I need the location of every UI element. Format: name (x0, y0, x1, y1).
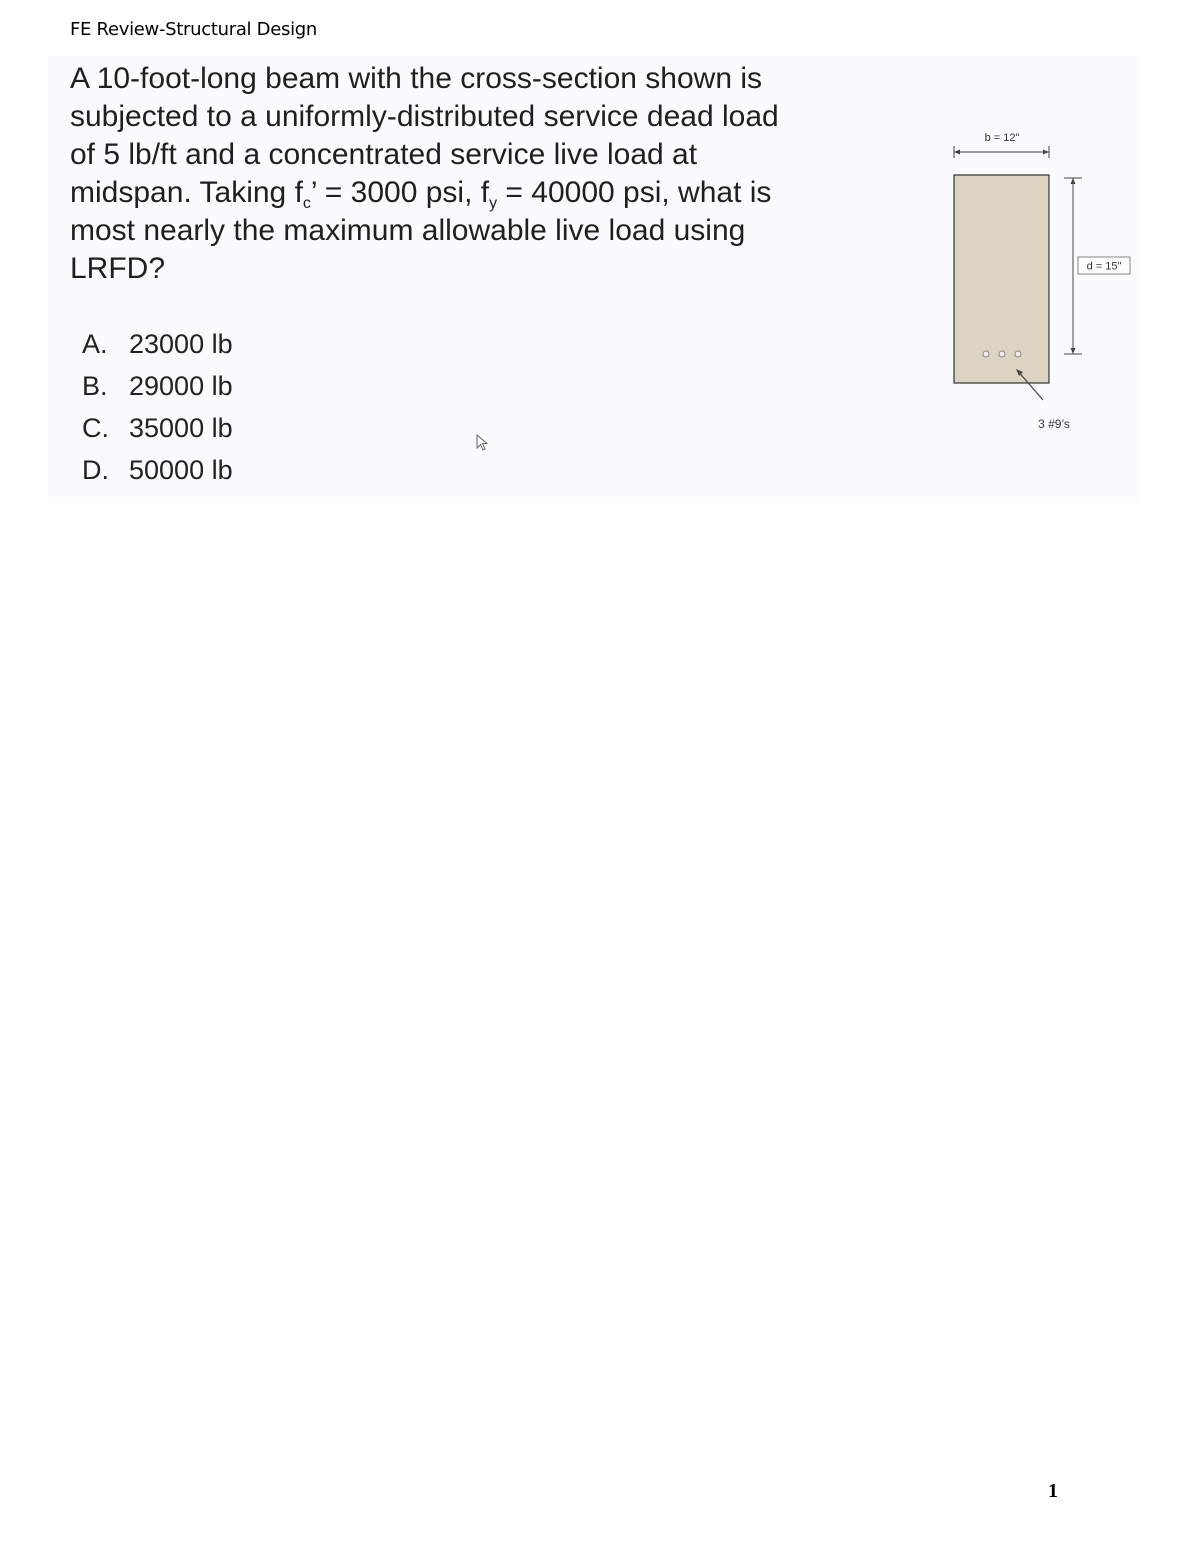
option-text: 35000 lb (129, 413, 233, 443)
page-number: 1 (1048, 1480, 1058, 1502)
answer-option-b[interactable] (82, 365, 233, 407)
answer-option-c[interactable] (82, 407, 233, 449)
depth-dimension (1064, 178, 1130, 354)
question-line: most nearly the maximum allowable live load using (70, 214, 746, 247)
answer-options (82, 323, 233, 491)
option-text: 50000 lb (129, 455, 233, 485)
rebar-group (983, 351, 1021, 357)
option-letter: B. (82, 371, 108, 401)
question-line: A 10-foot-long beam with the cross-section shown is (70, 62, 763, 95)
option-text: 29000 lb (129, 371, 233, 401)
option-text: 23000 lb (129, 329, 233, 359)
question-line: LRFD? (70, 252, 166, 285)
answer-option-a[interactable] (82, 323, 233, 365)
beam-cross-section-diagram (940, 120, 1140, 440)
fc-subscript: c (302, 195, 311, 212)
width-label: b = 12" (984, 132, 1020, 144)
question-line: midspan. Taking $f_c$’ = 3000 psi, $f_y = 40000$ psi, what is (70, 176, 772, 212)
width-dimension (954, 132, 1049, 158)
option-letter: D. (82, 455, 109, 485)
fy-subscript: y (489, 195, 498, 212)
question-line: of 5 lb/ft and a concentrated service live load at (70, 138, 698, 171)
question-line: subjected to a uniformly-distributed service dead load (70, 100, 779, 133)
option-letter: A. (82, 329, 108, 359)
option-letter: C. (82, 413, 109, 443)
question-text (70, 60, 850, 288)
depth-label: d = 15" (1086, 260, 1122, 273)
mouse-pointer-icon (476, 434, 490, 452)
answer-option-d[interactable] (82, 449, 233, 491)
document-header-title: FE Review-Structural Design (70, 19, 318, 40)
rebar-label: 3 #9’s (1038, 417, 1070, 431)
